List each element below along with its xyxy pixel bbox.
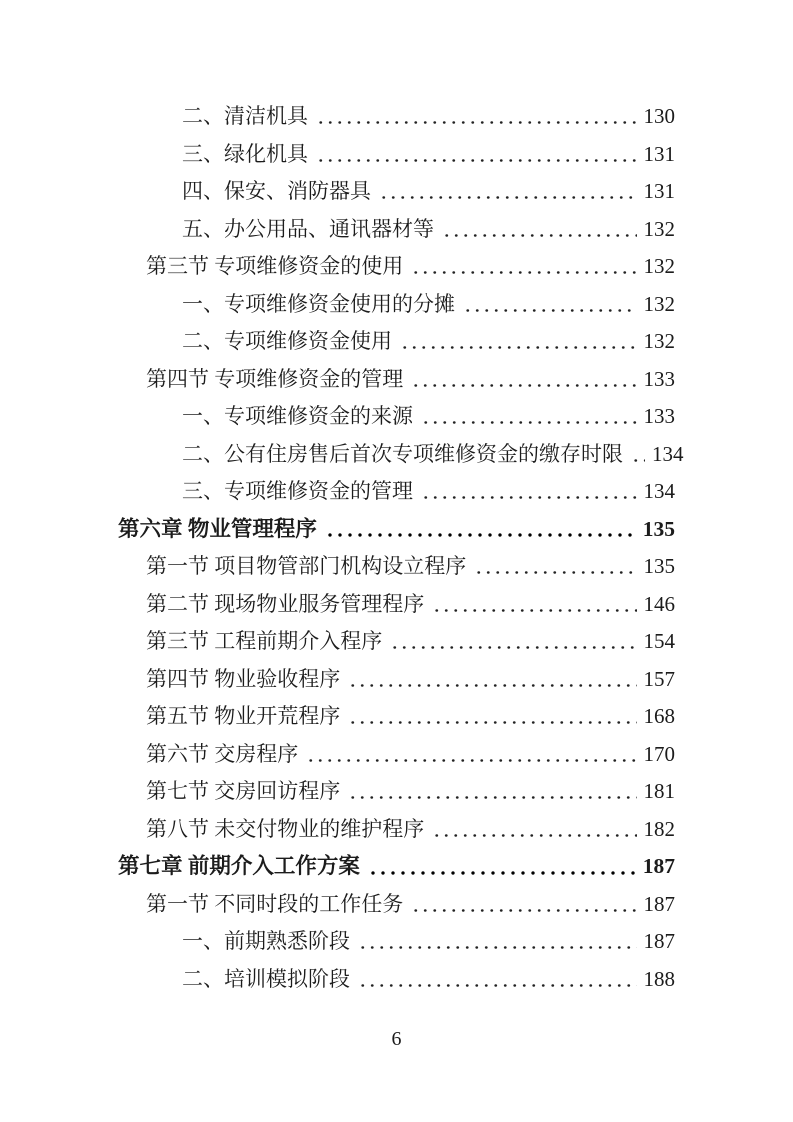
dot-leader xyxy=(368,848,636,886)
toc-entry-label: 第四节 物业验收程序 xyxy=(146,666,341,691)
toc-entry-label: 三、绿化机具 xyxy=(182,141,308,166)
toc-entry-page: 187 xyxy=(642,854,675,878)
toc-entry-label: 第三节 专项维修资金的使用 xyxy=(146,254,404,278)
toc-entry xyxy=(118,361,675,399)
toc-entry-page: 188 xyxy=(643,966,675,991)
toc-entry xyxy=(118,586,675,624)
dot-leader xyxy=(421,473,637,511)
toc-entry-label: 二、清洁机具 xyxy=(182,104,308,128)
toc-entry-page: 131 xyxy=(643,179,675,203)
toc-entry xyxy=(118,473,675,511)
toc-entry-page: 181 xyxy=(643,779,675,803)
toc-entry xyxy=(118,436,684,474)
dot-leader xyxy=(358,961,637,999)
toc-entry-label: 三、专项维修资金的管理 xyxy=(182,479,413,503)
dot-leader xyxy=(325,511,636,549)
toc-entry xyxy=(118,661,675,699)
toc-entry-page: 182 xyxy=(643,816,675,841)
toc-entry-page: 170 xyxy=(643,741,675,766)
toc-entry xyxy=(118,511,675,549)
toc-entry xyxy=(118,323,675,361)
toc-entry-label: 一、专项维修资金使用的分摊 xyxy=(182,291,455,316)
dot-leader xyxy=(379,173,637,211)
toc-entry-page: 154 xyxy=(643,629,675,653)
dot-leader xyxy=(306,736,636,774)
dot-leader xyxy=(421,398,637,436)
dot-leader xyxy=(631,436,645,474)
dot-leader xyxy=(348,661,636,699)
dot-leader xyxy=(411,361,636,399)
toc-entry xyxy=(118,398,675,436)
toc-entry xyxy=(118,248,675,286)
toc-entry-page: 133 xyxy=(643,366,675,391)
toc-entry-label: 二、公有住房售后首次专项维修资金的缴存时限 xyxy=(182,441,623,466)
toc-entry-page: 187 xyxy=(643,891,675,916)
dot-leader xyxy=(316,98,637,136)
footer-page-number: 6 xyxy=(391,1028,402,1050)
toc-entry xyxy=(118,173,675,211)
toc-entry-page: 135 xyxy=(642,516,675,541)
toc-entry xyxy=(118,548,675,586)
toc-entry-label: 第一节 项目物管部门机构设立程序 xyxy=(146,554,467,578)
toc-entry-page: 133 xyxy=(643,404,675,428)
toc-entry xyxy=(118,961,675,999)
toc-entry-page: 135 xyxy=(643,554,675,578)
dot-leader xyxy=(463,286,637,324)
toc-entry-label: 第二节 现场物业服务管理程序 xyxy=(146,591,425,616)
toc-entry-label: 第一节 不同时段的工作任务 xyxy=(146,891,404,916)
dot-leader xyxy=(474,548,636,586)
toc-entry-page: 157 xyxy=(643,666,675,691)
toc-entry xyxy=(118,136,675,174)
toc-entry-page: 187 xyxy=(643,929,675,953)
toc-entry-label: 第七节 交房回访程序 xyxy=(146,779,341,803)
toc-entry-label: 第六章 物业管理程序 xyxy=(118,516,317,541)
toc-entry-label: 第七章 前期介入工作方案 xyxy=(118,854,360,878)
toc-entry-label: 二、培训模拟阶段 xyxy=(182,966,350,991)
dot-leader xyxy=(400,323,637,361)
toc-entry-page: 134 xyxy=(652,441,684,466)
toc-entry-page: 146 xyxy=(643,591,675,616)
toc-entry-label: 二、专项维修资金使用 xyxy=(182,329,392,353)
toc-entry xyxy=(118,811,675,849)
toc-entry-page: 134 xyxy=(643,479,675,503)
toc-entry xyxy=(118,286,675,324)
toc-entry-page: 132 xyxy=(643,216,675,241)
toc-entry-page: 132 xyxy=(643,254,675,278)
dot-leader xyxy=(348,698,636,736)
dot-leader xyxy=(358,923,637,961)
dot-leader xyxy=(411,886,636,924)
toc-entry-page: 131 xyxy=(643,141,675,166)
dot-leader xyxy=(432,586,636,624)
toc-entry-label: 五、办公用品、通讯器材等 xyxy=(182,216,434,241)
dot-leader xyxy=(432,811,636,849)
toc-entry-page: 132 xyxy=(643,329,675,353)
dot-leader xyxy=(348,773,636,811)
dot-leader xyxy=(390,623,636,661)
toc-entry xyxy=(118,848,675,886)
toc-entry-label: 第三节 工程前期介入程序 xyxy=(146,629,383,653)
toc-list xyxy=(118,98,684,998)
toc-entry xyxy=(118,98,675,136)
toc-entry-label: 第四节 专项维修资金的管理 xyxy=(146,366,404,391)
dot-leader xyxy=(411,248,636,286)
toc-entry-label: 四、保安、消防器具 xyxy=(182,179,371,203)
toc-entry-page: 130 xyxy=(643,104,675,128)
toc-entry xyxy=(118,736,675,774)
toc-entry xyxy=(118,923,675,961)
toc-entry xyxy=(118,211,675,249)
dot-leader xyxy=(316,136,637,174)
toc-entry-label: 一、前期熟悉阶段 xyxy=(182,929,350,953)
dot-leader xyxy=(442,211,637,249)
toc-entry-label: 一、专项维修资金的来源 xyxy=(182,404,413,428)
toc-entry xyxy=(118,773,675,811)
toc-entry xyxy=(118,698,675,736)
toc-entry-label: 第五节 物业开荒程序 xyxy=(146,704,341,728)
toc-entry-page: 132 xyxy=(643,291,675,316)
toc-entry xyxy=(118,623,675,661)
toc-entry-label: 第八节 未交付物业的维护程序 xyxy=(146,816,425,841)
toc-entry-page: 168 xyxy=(643,704,675,728)
toc-entry xyxy=(118,886,675,924)
toc-entry-label: 第六节 交房程序 xyxy=(146,741,299,766)
